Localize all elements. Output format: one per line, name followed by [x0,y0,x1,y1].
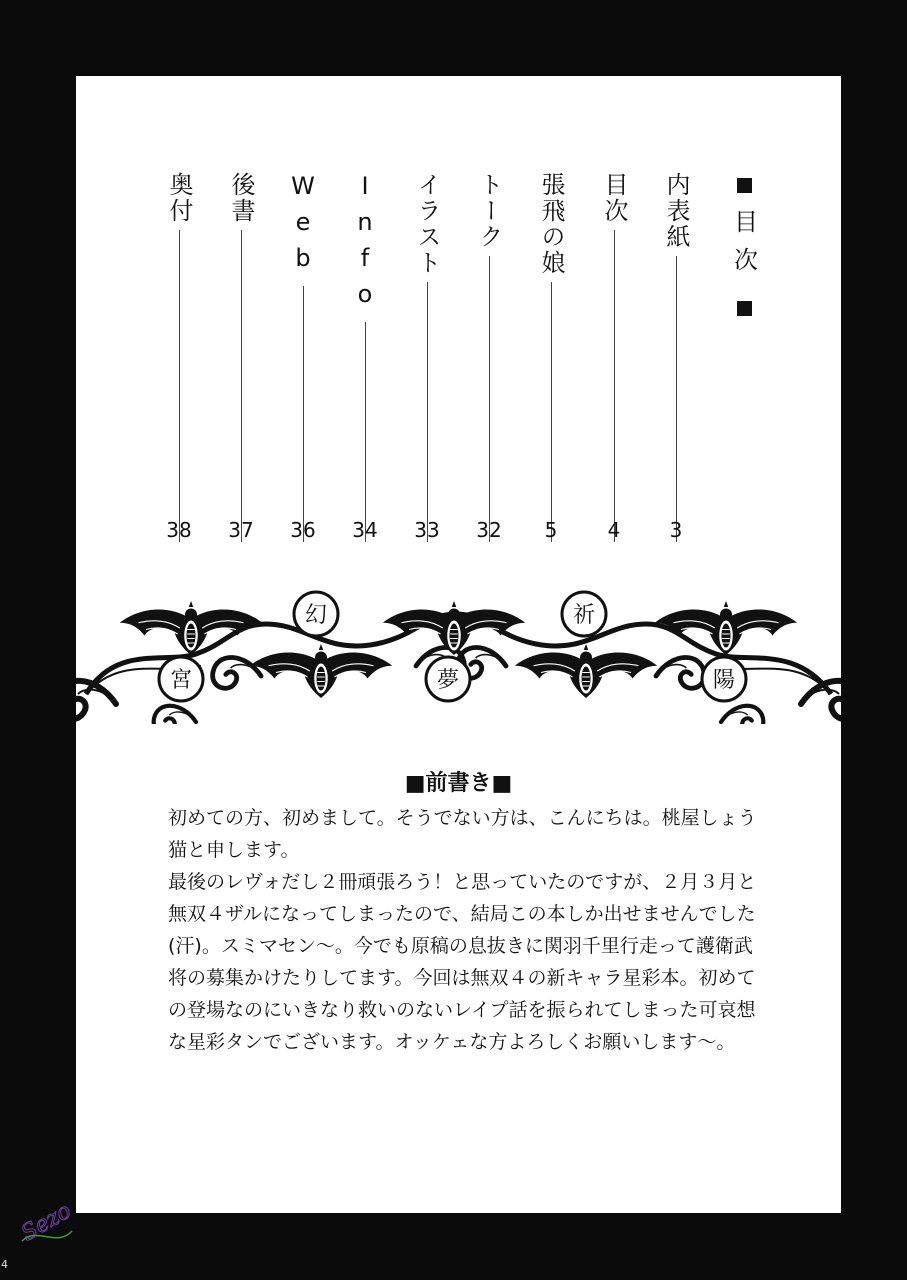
toc-leader-line [179,230,180,542]
medallion-glyph: 宮 [169,668,193,693]
toc-entry [594,172,634,542]
toc-heading [724,172,764,322]
medallion [294,592,338,636]
toc-entry-label: トーク [475,172,503,250]
toc-leader-line [365,322,366,542]
toc-entry-page: 34 [352,518,378,542]
toc-entry-page: 3 [669,518,683,542]
toc-leader-line [551,282,552,542]
toc-entry-label: Info [351,172,379,316]
toc-entry-label: 張飛の娘 [537,172,565,276]
toc-leader-line [427,282,428,542]
medallion [159,657,203,701]
medallion-glyph: 祈 [572,603,596,628]
toc-entry [407,172,447,542]
toc-entry [159,172,199,542]
toc-entry [345,172,385,542]
medallion-glyph: 幻 [304,603,328,628]
foreword-body [168,802,768,1058]
toc-entry-label: 内表紙 [662,172,690,250]
foreword-title: ■前書き■ [404,771,513,796]
toc-leader-line [241,230,242,542]
toc-entry [221,172,261,542]
page-number: 4 [1,1258,8,1271]
toc-entry-page: 33 [414,518,440,542]
toc-entry-label: 目次 [600,172,628,224]
toc-heading-text: 目次 [729,209,758,285]
toc-entry [469,172,509,542]
toc-entry-label: 奥付 [165,172,193,224]
toc-leader-line [676,256,677,542]
toc-leader-line [303,286,304,542]
svg-text:Sezo: Sezo [17,1198,76,1247]
toc-entry-page: 32 [476,518,502,542]
medallion-glyph: 夢 [436,668,460,693]
toc-entry-page: 38 [166,518,192,542]
toc-entry-label: 後書 [227,172,255,224]
toc-entry [656,172,696,542]
medallion [426,657,470,701]
foreword-paragraph: 最後のレヴォだし２冊頑張ろう！と思っていたのですが、２月３月と無双４ザルになってしまったので、結局この本しか出せませんでした(汗)。スミマセン～。今でも原稿の息抜きに関羽千里行走って護衛武将の募集かけたりしてます。今回は無双４の新キャラ星彩本。初めての登場なのにいきなり救いのないレイプ話を振られてしまった可哀想な星彩タンでございます。オッケェな方よろしくお願いします～。 [168,871,757,1053]
medallion [702,657,746,701]
toc-entry-page: 36 [290,518,316,542]
toc-entry-page: 37 [228,518,254,542]
medallion [562,592,606,636]
medallion-glyph: 陽 [712,668,736,693]
page-sheet [76,76,841,1213]
toc-leader-line [614,230,615,542]
square-bullet-icon [737,301,752,316]
toc-entry-page: 5 [544,518,558,542]
toc-entry [283,172,323,542]
toc-entry-page: 4 [607,518,621,542]
ornament-border [76,584,841,724]
watermark-logo [12,1186,92,1256]
toc-entry-label: Web [289,172,317,280]
toc-entry [531,172,571,542]
foreword-paragraph: 初めての方、初めまして。そうでない方は、こんにちは。桃屋しょう猫と申します。 [168,807,757,861]
toc-entry-label: イラスト [413,172,441,276]
toc-leader-line [489,256,490,542]
square-bullet-icon [737,178,752,193]
